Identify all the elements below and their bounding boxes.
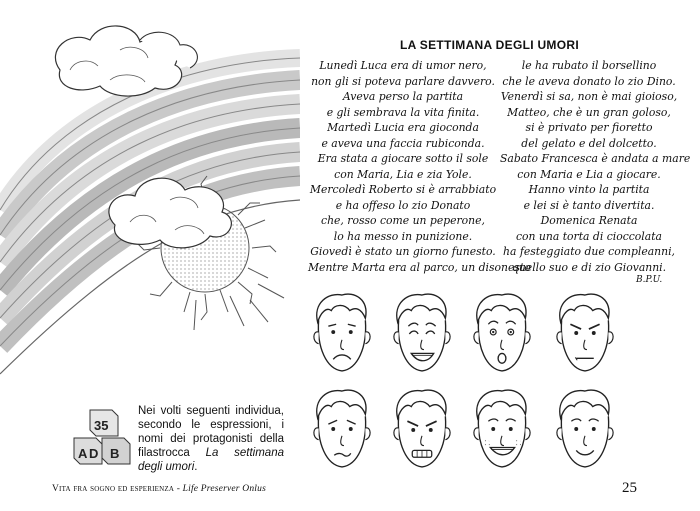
poem-line-left-4: e gli sembrava la vita finita.	[326, 105, 480, 119]
exercise-box	[72, 404, 282, 474]
poem-column-right	[500, 58, 691, 275]
poem-line-left-13: Giovedì è stato un giorno funesto.	[310, 245, 496, 258]
poem-line-right-9: Hanno vinto la partita	[528, 183, 650, 196]
poem-line-right-4: Matteo, che è un gran goloso,	[507, 105, 671, 119]
poem-line-right-1: le ha rubato il borsellino	[521, 59, 657, 72]
face-angry-drawing	[548, 288, 622, 378]
footer-book-title: Vita fra sogno ed esperienza	[52, 484, 175, 494]
poem-line-left-3: Aveva perso la partita	[342, 90, 464, 103]
poem-line-right-2: che le aveva donato lo zio Dino.	[502, 74, 676, 88]
face-grumpy	[385, 384, 459, 474]
poem-line-left-7: Era stata a giocare sotto il sole	[317, 152, 489, 165]
poem-line-left-2: non gli si poteva parlare davvero.	[311, 74, 495, 88]
face-sad-drawing	[305, 288, 379, 378]
footer-separator: -	[174, 484, 183, 494]
poem-line-right-12: con una torta di cioccolata	[516, 229, 662, 243]
block-label-left-a: A	[78, 446, 88, 461]
face-surprised-drawing	[465, 288, 539, 378]
face-grumpy-drawing	[385, 384, 459, 474]
poem-line-left-9: Mercoledì Roberto si è arrabbiato	[309, 183, 497, 196]
alphabet-blocks-icon	[72, 406, 132, 468]
poem-line-left-10: e ha offeso lo zio Donato	[335, 198, 471, 212]
face-smiling-drawing	[548, 384, 622, 474]
poem-line-left-12: lo ha messo in punizione.	[333, 229, 473, 243]
cloud-top	[55, 26, 197, 96]
block-label-right: B	[110, 446, 120, 461]
footer-organization: Life Preserver Onlus	[182, 484, 266, 494]
poem-line-left-5: Martedì Lucia era gioconda	[327, 121, 479, 134]
poem-line-right-7: Sabato Francesca è andata a mare	[500, 152, 691, 165]
poem-line-right-10: e lei si è tanto divertita.	[523, 198, 655, 212]
exercise-text	[138, 404, 284, 474]
face-happy	[385, 288, 459, 378]
poem-line-left-1: Lunedì Luca era di umor nero,	[319, 59, 487, 72]
face-sad	[305, 288, 379, 378]
face-cheerful	[465, 384, 539, 474]
rainbow-illustration	[0, 0, 300, 400]
block-label-top: 35	[94, 418, 109, 433]
page-number: 25	[622, 480, 637, 496]
face-surprised	[465, 288, 539, 378]
face-smiling	[548, 384, 622, 474]
poem-title: LA SETTIMANA DEGLI UMORI	[400, 38, 579, 52]
face-cheerful-drawing	[465, 384, 539, 474]
poem-line-right-6: del gelato e del dolcetto.	[521, 136, 657, 150]
poem-line-right-5: si è privato per fioretto	[525, 121, 653, 134]
poem-line-right-13: ha festeggiato due compleanni,	[503, 245, 675, 258]
exercise-text-end: .	[194, 461, 198, 473]
poem-signature: B.P.U.	[636, 275, 663, 285]
face-worried	[305, 384, 379, 474]
exercise-text-main: Nei volti seguenti individua, secondo le espressioni, i nomi dei protagonisti della filastrocca	[138, 405, 284, 459]
footer-title	[52, 484, 266, 494]
poem-line-right-8: con Maria e Lia a giocare.	[517, 167, 661, 181]
face-happy-drawing	[385, 288, 459, 378]
poem-line-left-6: e aveva una faccia rubiconda.	[321, 136, 485, 150]
block-label-left-d: D	[89, 446, 99, 461]
poem-line-right-14: quello suo e di zio Giovanni.	[511, 260, 667, 274]
poem-line-right-11: Domenica Renata	[540, 214, 638, 227]
exercise-poem-reference: La settimana degli umori	[138, 447, 284, 473]
face-worried-drawing	[305, 384, 379, 474]
poem-column-left	[308, 58, 531, 275]
face-angry	[548, 288, 622, 378]
poem-line-left-11: che, rosso come un peperone,	[321, 214, 485, 227]
poem-line-left-8: con Maria, Lia e zia Yole.	[334, 167, 472, 181]
poem-line-left-14: Mentre Marta era al parco, un disonesto	[308, 260, 531, 274]
poem-line-right-3: Venerdì si sa, non è mai gioioso,	[500, 90, 678, 103]
